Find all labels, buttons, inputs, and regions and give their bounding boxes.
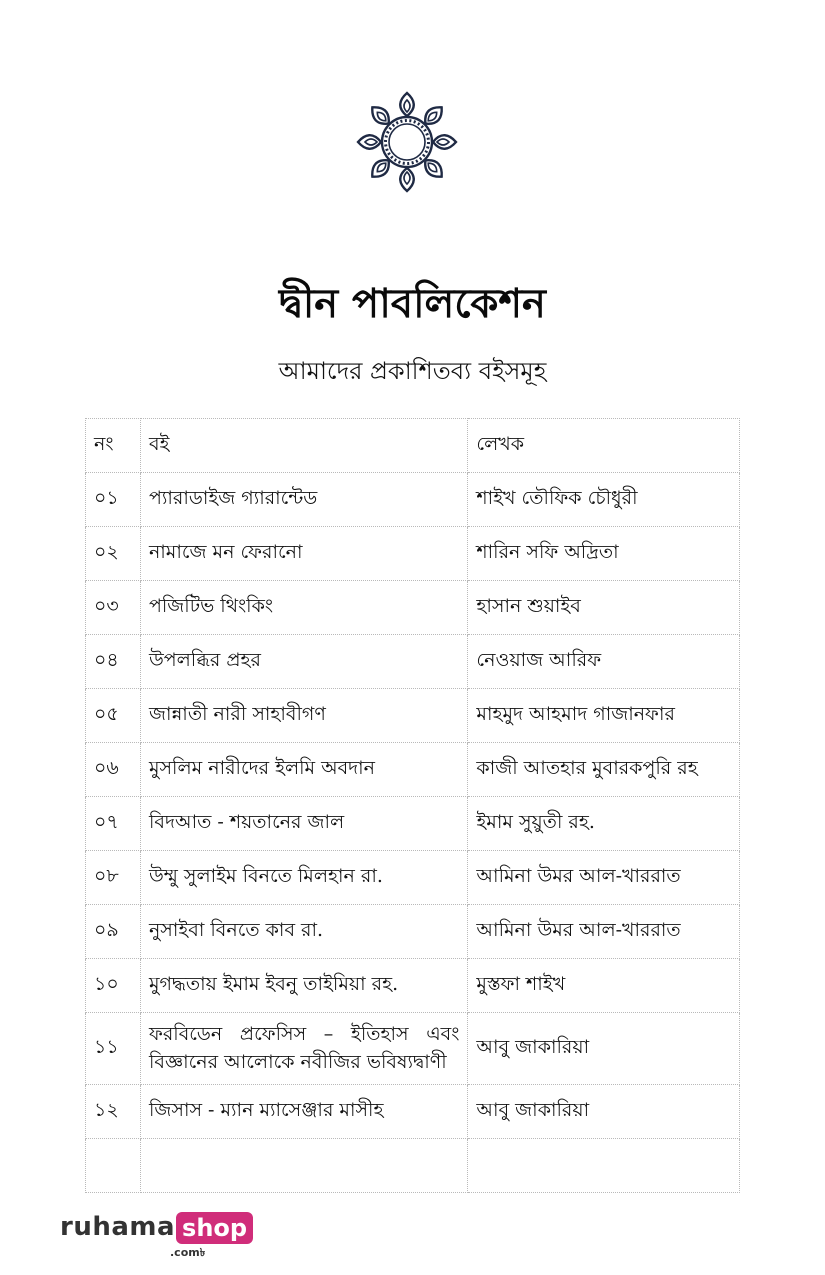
row-book: নুসাইবা বিনতে কাব রা. xyxy=(140,905,467,959)
row-book: ফরবিডেন প্রফেসিস – ইতিহাস এবং বিজ্ঞানের আলোকে নবীজির ভবিষ্যদ্বাণী xyxy=(140,1013,467,1085)
table-row xyxy=(86,1013,740,1085)
row-no: ০৫ xyxy=(86,689,141,743)
row-author: ইমাম সুয়ুতী রহ. xyxy=(468,797,740,851)
row-no: ১২ xyxy=(86,1085,141,1139)
row-no: ০৬ xyxy=(86,743,141,797)
ruhamashop-logo[interactable] xyxy=(60,1212,253,1262)
row-book: মুসলিম নারীদের ইলমি অবদান xyxy=(140,743,467,797)
logo-suffix: .com৳ xyxy=(170,1246,206,1259)
row-author: আবু জাকারিয়া xyxy=(468,1085,740,1139)
page-subtitle: আমাদের প্রকাশিতব্য বইসমূহ xyxy=(278,357,547,385)
books-table xyxy=(85,418,740,1193)
row-author: আমিনা উমর আল-খাররাত xyxy=(468,851,740,905)
table-row xyxy=(86,473,740,527)
row-author: মাহমুদ আহমাদ গাজানফার xyxy=(468,689,740,743)
row-no: ০৪ xyxy=(86,635,141,689)
row-book: জিসাস - ম্যান ম্যাসেঞ্জার মাসীহ xyxy=(140,1085,467,1139)
row-no: ০৮ xyxy=(86,851,141,905)
row-no: ০৯ xyxy=(86,905,141,959)
row-author: শাইখ তৌফিক চৌধুরী xyxy=(468,473,740,527)
row-book: মুগদ্ধতায় ইমাম ইবনু তাইমিয়া রহ. xyxy=(140,959,467,1013)
row-author: আবু জাকারিয়া xyxy=(468,1013,740,1085)
logo-text-shop: shop xyxy=(176,1212,253,1244)
table-row xyxy=(86,1085,740,1139)
header-author: লেখক xyxy=(468,419,740,473)
row-book: পজিটিভ থিংকিং xyxy=(140,581,467,635)
logo-text-ruhama: ruhama xyxy=(60,1212,176,1242)
table-row xyxy=(86,581,740,635)
table-row xyxy=(86,905,740,959)
table-row xyxy=(86,527,740,581)
header-book: বই xyxy=(140,419,467,473)
table-header-row xyxy=(86,419,740,473)
row-no: ০১ xyxy=(86,473,141,527)
table-row xyxy=(86,797,740,851)
row-book: উম্মু সুলাইম বিনতে মিলহান রা. xyxy=(140,851,467,905)
row-book: বিদআত - শয়তানের জাল xyxy=(140,797,467,851)
row-book: নামাজে মন ফেরানো xyxy=(140,527,467,581)
row-no: ১১ xyxy=(86,1013,141,1085)
row-no: ০২ xyxy=(86,527,141,581)
row-book: প্যারাডাইজ গ্যারান্টেড xyxy=(140,473,467,527)
header-no: নং xyxy=(86,419,141,473)
row-author: মুস্তফা শাইখ xyxy=(468,959,740,1013)
table-row-empty xyxy=(86,1139,740,1193)
row-no: ০৩ xyxy=(86,581,141,635)
publisher-name: দ্বীন পাবলিকেশন xyxy=(279,280,546,327)
row-author: হাসান শুয়াইব xyxy=(468,581,740,635)
table-row xyxy=(86,851,740,905)
table-row xyxy=(86,959,740,1013)
row-author: কাজী আতহার মুবারকপুরি রহ xyxy=(468,743,740,797)
row-no: ১০ xyxy=(86,959,141,1013)
row-author: নেওয়াজ আরিফ xyxy=(468,635,740,689)
row-no: ০৭ xyxy=(86,797,141,851)
row-author: শারিন সফি অদ্রিতা xyxy=(468,527,740,581)
row-author: আমিনা উমর আল-খাররাত xyxy=(468,905,740,959)
floral-mandala-icon xyxy=(355,90,459,194)
row-book: উপলব্ধির প্রহর xyxy=(140,635,467,689)
row-book: জান্নাতী নারী সাহাবীগণ xyxy=(140,689,467,743)
table-row xyxy=(86,689,740,743)
table-row xyxy=(86,635,740,689)
table-row xyxy=(86,743,740,797)
